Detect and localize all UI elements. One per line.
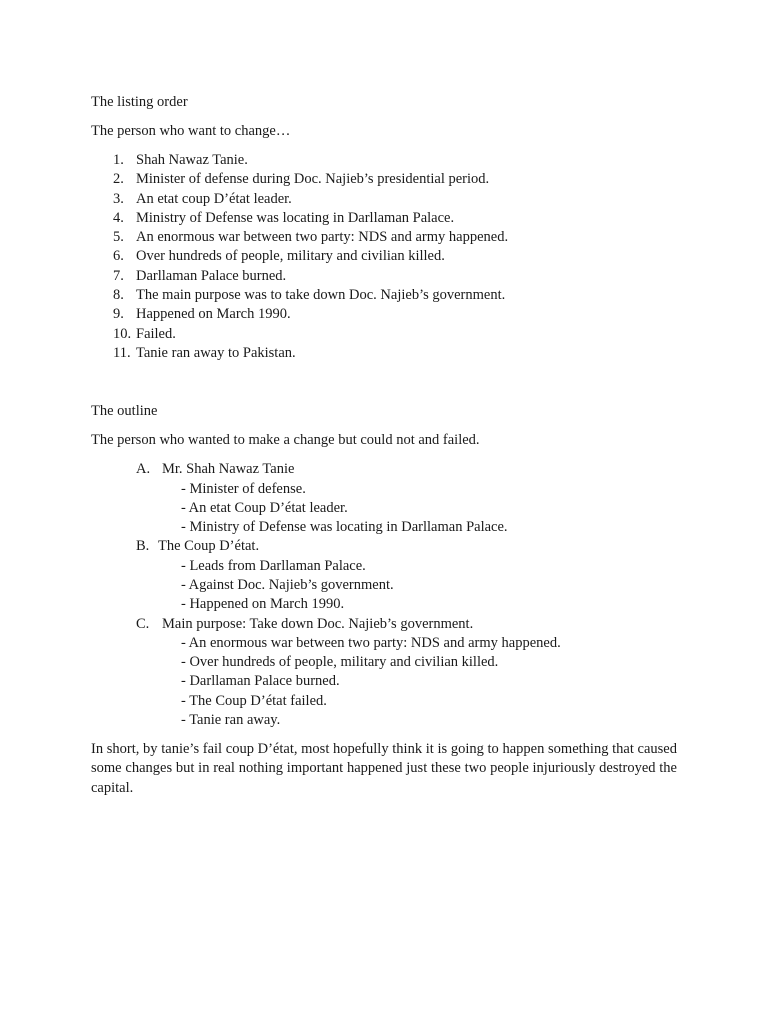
- list-item-text: Happened on March 1990.: [136, 306, 291, 323]
- list-item: [113, 305, 677, 324]
- list-item-number: 1.: [113, 151, 124, 168]
- list-item-number: 3.: [113, 190, 124, 207]
- list-item-number: 11.: [113, 344, 131, 361]
- outline-section-letter: C.: [136, 615, 150, 632]
- summary-paragraph: In short, by tanie’s fail coup D’état, most hopefully think it is going to happen something that caused some changes but in real nothing important happened just these two people injuriously destroyed the capital.: [91, 741, 677, 796]
- outline-point: - Leads from Darllaman Palace.: [181, 557, 366, 574]
- outline-section-title: Main purpose: Take down Doc. Najieb’s government.: [162, 615, 474, 632]
- outline-section-title: The Coup D’état.: [158, 538, 260, 555]
- list-item-text: Failed.: [136, 325, 176, 342]
- list-item-text: An etat coup D’état leader.: [136, 190, 292, 207]
- outline-intro: The person who wanted to make a change but could not and failed.: [91, 432, 480, 449]
- outline-point: - Over hundreds of people, military and civilian killed.: [181, 654, 499, 671]
- outline-section-letter: B.: [136, 538, 150, 555]
- outline-section-c: [91, 615, 677, 731]
- outline-point: - Tanie ran away.: [181, 712, 281, 729]
- listing-intro: The person who want to change…: [91, 122, 291, 139]
- list-item-number: 7.: [113, 267, 124, 284]
- list-item: [113, 267, 677, 286]
- outline-point: - The Coup D’état failed.: [181, 692, 327, 709]
- outline-point: - Minister of defense.: [181, 480, 306, 497]
- list-item-text: Minister of defense during Doc. Najieb’s presidential period.: [136, 171, 490, 188]
- outline-section-header: [91, 460, 677, 479]
- list-item: [113, 325, 677, 344]
- list-item: [113, 228, 677, 247]
- list-item-text: Darllaman Palace burned.: [136, 267, 287, 284]
- list-item: [113, 190, 677, 209]
- list-item: [113, 151, 677, 170]
- list-item-text: Ministry of Defense was locating in Darllaman Palace.: [136, 209, 455, 226]
- outline-point: - Against Doc. Najieb’s government.: [181, 576, 394, 593]
- list-item-text: The main purpose was to take down Doc. Najieb’s government.: [136, 287, 506, 304]
- list-item: [113, 286, 677, 305]
- list-item: [113, 170, 677, 189]
- list-item-number: 8.: [113, 287, 124, 304]
- outline-section-header: [91, 537, 677, 556]
- outline-section-letter: A.: [136, 461, 151, 478]
- outline-section-header: [91, 615, 677, 634]
- outline-point: - Darllaman Palace burned.: [181, 673, 340, 690]
- list-item: [113, 209, 677, 228]
- list-item: [113, 344, 677, 363]
- listing-heading: The listing order: [91, 94, 188, 110]
- list-item-number: 5.: [113, 229, 124, 246]
- list-item-text: Over hundreds of people, military and civilian killed.: [136, 248, 445, 265]
- list-item: [113, 247, 677, 266]
- list-item-number: 2.: [113, 171, 124, 188]
- outline-point: - Happened on March 1990.: [181, 596, 345, 613]
- outline-section-title: Mr. Shah Nawaz Tanie: [162, 461, 295, 478]
- outline-section-a: [91, 460, 677, 537]
- numbered-list: [91, 151, 677, 363]
- outline-point: - An enormous war between two party: NDS and army happened.: [181, 634, 561, 651]
- outline-heading: The outline: [91, 403, 158, 420]
- list-item-text: An enormous war between two party: NDS and army happened.: [136, 229, 509, 246]
- list-item-text: Tanie ran away to Pakistan.: [136, 344, 296, 361]
- outline-point: - An etat Coup D’état leader.: [181, 499, 348, 516]
- list-item-number: 6.: [113, 248, 124, 265]
- list-item-text: Shah Nawaz Tanie.: [136, 151, 248, 168]
- outline-point: - Ministry of Defense was locating in Darllaman Palace.: [181, 519, 508, 536]
- list-item-number: 10.: [113, 325, 132, 342]
- list-item-number: 9.: [113, 306, 124, 323]
- outline-section-b: [91, 537, 677, 614]
- list-item-number: 4.: [113, 209, 124, 226]
